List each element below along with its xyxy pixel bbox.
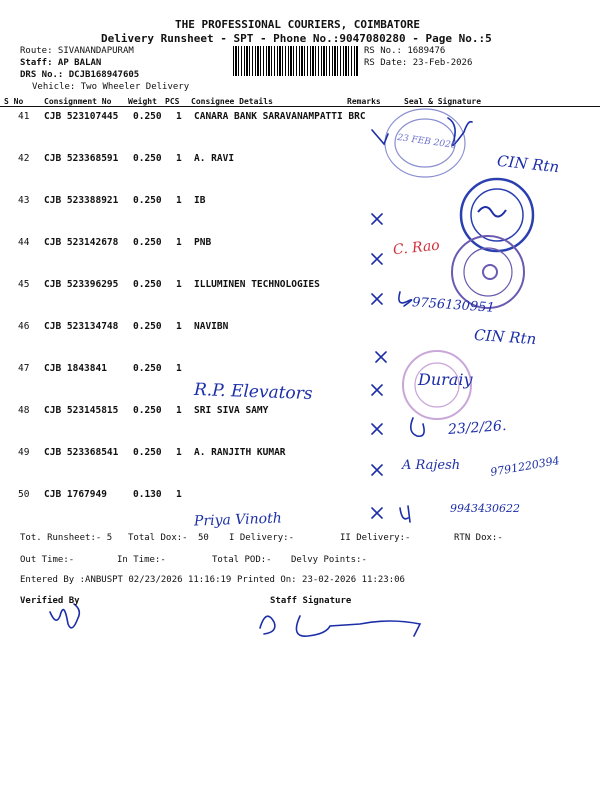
- row-consignment: CJB 523396295: [44, 279, 119, 290]
- row-consignee: NAVIBN: [194, 321, 229, 332]
- row-consignee: CANARA BANK SARAVANAMPATTI BRC: [194, 111, 366, 122]
- row-sno: 42: [18, 153, 30, 164]
- total-pod: Total POD:-: [212, 555, 272, 565]
- row-consignee: PNB: [194, 237, 212, 248]
- col-consignment: Consignment No: [44, 97, 112, 106]
- row-sno: 41: [18, 111, 30, 122]
- col-weight: Weight: [128, 97, 157, 106]
- col-sno: S No: [4, 97, 24, 106]
- row-weight: 0.250: [133, 153, 162, 164]
- row-consignment: CJB 523145815: [44, 405, 119, 416]
- signature-name: Duraiy: [418, 370, 473, 389]
- row-consignee: A. RAVI: [194, 153, 235, 164]
- remark-cin-rtn: CIN Rtn: [496, 151, 561, 177]
- total-dox-label: Total Dox:-: [128, 533, 188, 543]
- row-weight: 0.250: [133, 279, 162, 290]
- row-consignment: CJB 523368591: [44, 153, 119, 164]
- row-consignee: A. RANJITH KUMAR: [194, 447, 286, 458]
- staff-signature-label: Staff Signature: [270, 596, 352, 606]
- row-consignment: CJB 523134748: [44, 321, 119, 332]
- row-pcs: 1: [176, 111, 182, 122]
- row-pcs: 1: [176, 447, 182, 458]
- row-consignment: CJB 1767949: [44, 489, 107, 500]
- row-weight: 0.250: [133, 447, 162, 458]
- row-pcs: 1: [176, 153, 182, 164]
- row-consignment: CJB 523388921: [44, 195, 119, 206]
- row-sno: 45: [18, 279, 30, 290]
- company-title: THE PROFESSIONAL COURIERS, COIMBATORE: [175, 18, 421, 31]
- row-consignment: CJB 1843841: [44, 363, 107, 374]
- col-pcs: PCS: [165, 97, 180, 106]
- row-weight: 0.250: [133, 405, 162, 416]
- second-delivery: II Delivery:-: [340, 533, 411, 543]
- phone-number: 9791220394: [489, 454, 561, 479]
- total-runsheet: Tot. Runsheet:- 5: [20, 533, 113, 543]
- row-weight: 0.250: [133, 363, 162, 374]
- route-label: Route: SIVANANDAPURAM: [20, 46, 134, 56]
- row-weight: 0.250: [133, 321, 162, 332]
- printed-on: Printed On: 23-02-2026 11:23:06: [237, 575, 405, 585]
- row-pcs: 1: [176, 363, 182, 374]
- row-consignment: CJB 523107445: [44, 111, 119, 122]
- bank-seal: [452, 236, 524, 308]
- rs-number: RS No.: 1689476: [364, 46, 446, 56]
- total-dox-value: 50: [198, 533, 209, 543]
- col-seal-signature: Seal & Signature: [404, 97, 482, 106]
- row-sno: 46: [18, 321, 30, 332]
- row-sno: 43: [18, 195, 30, 206]
- rs-date: RS Date: 23-Feb-2026: [364, 58, 473, 68]
- drs-number: DRS No.: DCJB168947605: [20, 70, 140, 80]
- staff-label: Staff: AP BALAN: [20, 58, 102, 68]
- row-pcs: 1: [176, 321, 182, 332]
- remark-cin-rtn: CIN Rtn: [473, 325, 537, 349]
- row-weight: 0.250: [133, 195, 162, 206]
- consignee-handwritten: Priya Vinoth: [193, 510, 282, 530]
- signature-name: C. Rao: [392, 237, 441, 259]
- row-consignee: SRI SIVA SAMY: [194, 405, 269, 416]
- row-consignment: CJB 523142678: [44, 237, 119, 248]
- phone-number: 9943430622: [450, 502, 520, 515]
- row-pcs: 1: [176, 489, 182, 500]
- delivery-date: 23/2/26.: [447, 417, 507, 439]
- row-sno: 50: [18, 489, 30, 500]
- receiver-name: A Rajesh: [402, 458, 461, 473]
- in-time: In Time:-: [117, 555, 166, 565]
- row-pcs: 1: [176, 237, 182, 248]
- row-weight: 0.250: [133, 237, 162, 248]
- first-delivery: I Delivery:-: [229, 533, 295, 543]
- row-sno: 49: [18, 447, 30, 458]
- delivery-points: Delvy Points:-: [291, 555, 367, 565]
- row-weight: 0.250: [133, 111, 162, 122]
- row-pcs: 1: [176, 195, 182, 206]
- phone-number: 9756130951: [411, 295, 496, 316]
- stamp-date: 23 FEB 2026: [396, 132, 457, 152]
- rtn-dox: RTN Dox:-: [454, 533, 503, 543]
- row-pcs: 1: [176, 405, 182, 416]
- row-pcs: 1: [176, 279, 182, 290]
- col-consignee: Consignee Details: [191, 97, 273, 106]
- out-time: Out Time:-: [20, 555, 75, 565]
- row-sno: 47: [18, 363, 30, 374]
- row-consignee: ILLUMINEN TECHNOLOGIES: [194, 279, 320, 290]
- row-consignee: IB: [194, 195, 206, 206]
- row-consignment: CJB 523368541: [44, 447, 119, 458]
- consignee-handwritten: R.P. Elevators: [193, 379, 313, 405]
- vehicle-label: Vehicle: Two Wheeler Delivery: [32, 82, 190, 92]
- row-sno: 44: [18, 237, 30, 248]
- col-remarks: Remarks: [347, 97, 381, 106]
- verified-by: Verified By: [20, 596, 80, 606]
- row-weight: 0.130: [133, 489, 162, 500]
- row-sno: 48: [18, 405, 30, 416]
- entered-by: Entered By :ANBUSPT 02/23/2026 11:16:19: [20, 575, 232, 585]
- runsheet-subtitle: Delivery Runsheet - SPT - Phone No.:9047080280 - Page No.:5: [101, 32, 492, 45]
